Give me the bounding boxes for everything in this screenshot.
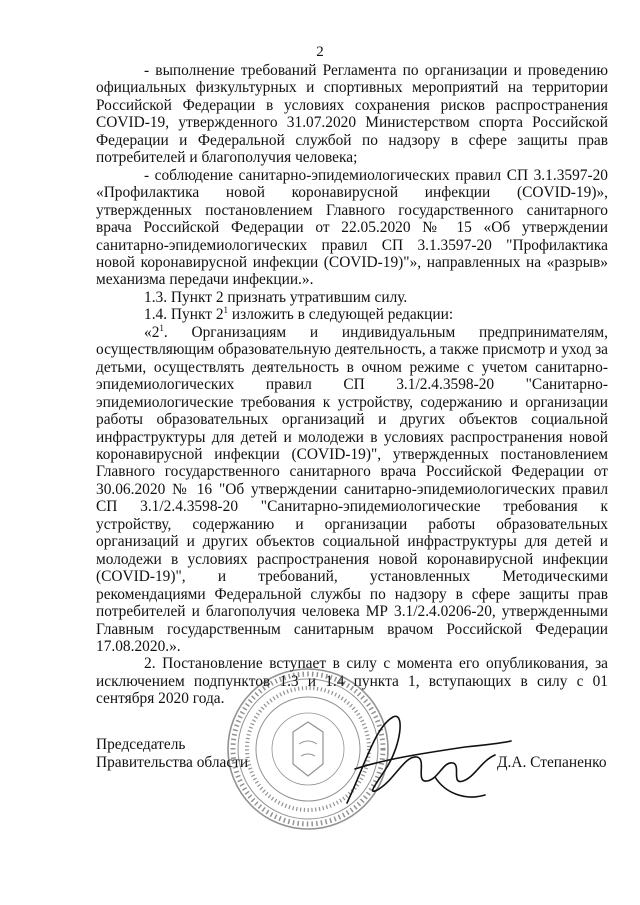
signatory-title (96, 736, 248, 772)
paragraph-sanitary-rules: - соблюдение санитарно-эпидемиологических правил СП 3.1.3597-20 «Профилактика новой коронавирусной инфекции (COVID-19)», утвержденных постановлением Главного государственного санитарного врача Российской Федерации от 22.05.2020 № 15 «Об утверждении санитарно-эпидемиологических правил СП 3.1.3597-20 "Профилактика новой коронавирусной инфекции (COVID-19)"», направленных на «разрыв» механизма передачи инфекции.». (96, 166, 608, 289)
paragraph-reglament: - выполнение требований Регламента по организации и проведению официальных физкультурных и спортивных мероприятий на территории Российской Федерации в условиях сохранения рисков распространения COVID-19, утвержденного 31.07.2020 Министерством спорта Российской Федерации и Федеральной службой по надзору в сфере защиты прав потребителей и благополучия человека; (96, 62, 608, 167)
paragraph-2-1-quote: «$2^1$. Организациям и индивидуальным предпринимателям, осуществляющим образовательную деятельность, а также присмотр и уход за детьми, осуществлять деятельность в очном режиме с учетом санитарно-эпидемиологических правил СП 3.1/2.4.3598-20 "Санитарно-эпидемиологические требования к устройству, содержанию и организации работы образовательных организаций и других объектов социальной инфраструктуры для детей и молодежи в условиях распространения новой коронавирусной инфекции (COVID-19)", утвержденных постановлением Главного государственного санитарного врача Российской Федерации от 30.06.2020 № 16 "Об утверждении санитарно-эпидемиологических правил СП 3.1/2.4.3598-20 "Санитарно-эпидемиологические требования к устройству, содержанию и организации работы образовательных организаций и других объектов социальной инфраструктуры для детей и молодежи в условиях распространения новой коронавирусной инфекции (COVID-19)", и требований, установленных Методическими рекомендациями Федеральной службы по надзору в сфере защиты прав потребителей и благополучия человека МР 3.1/2.4.0206-20, утвержденными Главным государственным санитарным врачом Российской Федерации 17.08.2020.». (96, 322, 608, 655)
signatory-title-line2: Правительства области (96, 754, 249, 771)
page-number: 2 (316, 44, 324, 60)
paragraph-1-3: 1.3. Пункт 2 признать утратившим силу. (144, 288, 408, 306)
document-body (96, 62, 608, 708)
signatory-title-line1: Председатель (96, 736, 186, 753)
paragraph-2: 2. Постановление вступает в силу с момента его опубликования, за исключением подпунктов 1.3 и 1.4 пункта 1, вступающих в силу с 01 сентября 2020 года. (96, 655, 608, 708)
signatory-name: Д.А. Степаненко (497, 754, 607, 771)
paragraph-1-4: 1.4. Пункт $2^1$ изложить в следующей редакции: (144, 305, 454, 324)
handwritten-signature (335, 705, 515, 815)
